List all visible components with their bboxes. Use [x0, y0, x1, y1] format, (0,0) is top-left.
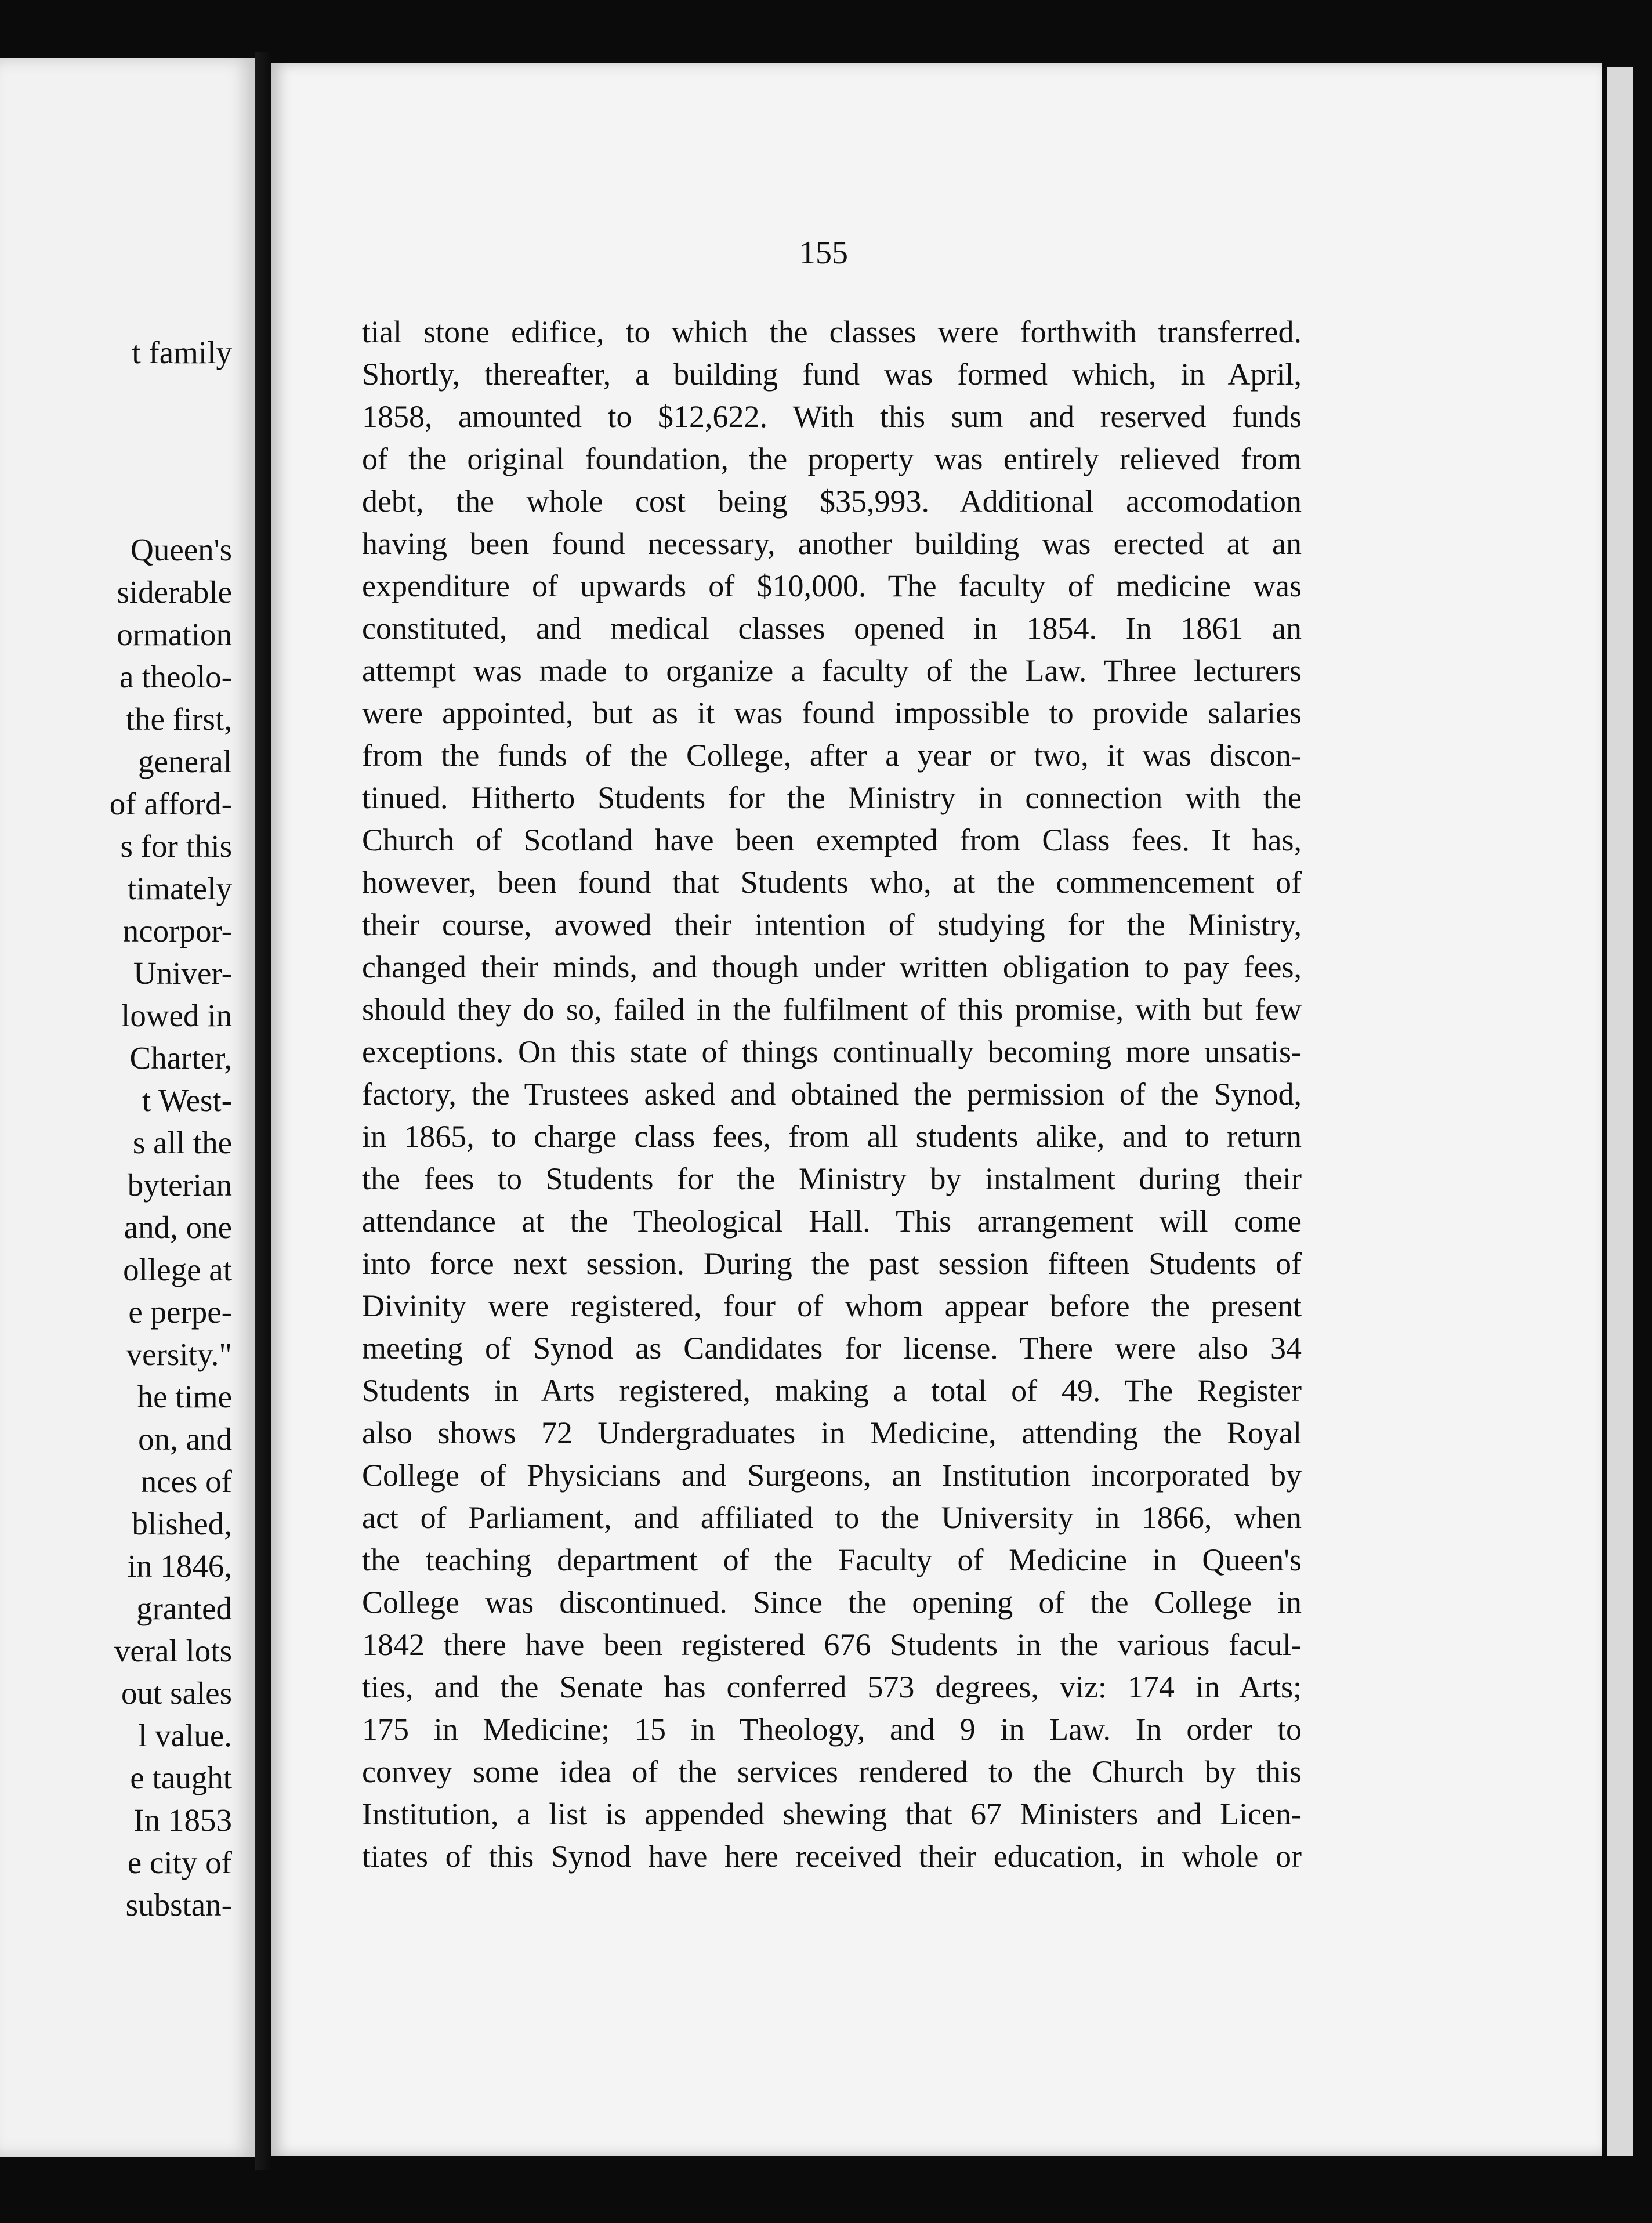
text-line: tiates of this Synod have here received their education, in whole or	[362, 1839, 1302, 1874]
book-gutter	[255, 52, 271, 2170]
left-page-line: the first,	[125, 701, 232, 737]
text-line: Students in Arts registered, making a total of 49. The Register	[362, 1373, 1302, 1408]
left-page-line: Queen's	[131, 532, 232, 567]
text-line: act of Parliament, and affiliated to the University in 1866, when	[362, 1500, 1302, 1535]
left-page-line: siderable	[117, 574, 232, 610]
text-line: changed their minds, and though under written obligation to pay fees,	[362, 950, 1302, 984]
text-line: debt, the whole cost being $35,993. Additional accomodation	[362, 484, 1302, 519]
text-line: meeting of Synod as Candidates for license. There were also 34	[362, 1331, 1302, 1366]
left-page-line: a theolo-	[119, 659, 232, 694]
left-page-line: s for this	[120, 828, 232, 864]
body-text	[362, 311, 1302, 1878]
left-page-line: in 1846,	[127, 1548, 232, 1584]
text-line: also shows 72 Undergraduates in Medicine, attending the Royal	[362, 1415, 1302, 1450]
left-page-line: e perpe-	[128, 1294, 232, 1330]
left-page-line: veral lots	[114, 1633, 232, 1668]
text-line: exceptions. On this state of things continually becoming more unsatis-	[362, 1034, 1302, 1069]
left-page-line: versity."	[126, 1337, 232, 1372]
text-line: 1858, amounted to $12,622. With this sum and reserved funds	[362, 399, 1302, 434]
left-page-line: timately	[127, 871, 232, 906]
text-line: in 1865, to charge class fees, from all students alike, and to return	[362, 1119, 1302, 1154]
text-line: into force next session. During the past session fifteen Students of	[362, 1246, 1302, 1281]
text-line: factory, the Trustees asked and obtained the permission of the Synod,	[362, 1077, 1302, 1112]
left-page-line: t family	[132, 335, 232, 370]
text-line: the teaching department of the Faculty of Medicine in Queen's	[362, 1543, 1302, 1577]
text-line: Divinity were registered, four of whom appear before the present	[362, 1288, 1302, 1323]
left-page-line: and, one	[124, 1210, 232, 1245]
left-page-line: he time	[137, 1379, 232, 1414]
text-line: tial stone edifice, to which the classes were forthwith transferred.	[362, 314, 1302, 349]
text-line: of the original foundation, the property was entirely relieved from	[362, 441, 1302, 476]
left-page-line: s all the	[132, 1125, 232, 1160]
left-page-line: byterian	[127, 1167, 232, 1203]
left-page-line: general	[138, 744, 232, 779]
text-line: having been found necessary, another building was erected at an	[362, 526, 1302, 561]
text-line: Shortly, thereafter, a building fund was formed which, in April,	[362, 357, 1302, 392]
left-facing-page	[0, 58, 255, 2157]
left-page-line: l value.	[138, 1718, 232, 1753]
left-page-line: ncorpor-	[122, 913, 232, 948]
left-page-line: ormation	[117, 617, 232, 652]
text-line: College was discontinued. Since the opening of the College in	[362, 1585, 1302, 1620]
text-line: their course, avowed their intention of studying for the Ministry,	[362, 907, 1302, 942]
text-line: were appointed, but as it was found impossible to provide salaries	[362, 696, 1302, 730]
left-page-line: lowed in	[121, 998, 232, 1033]
left-page-line: substan-	[125, 1887, 232, 1923]
text-line: however, been found that Students who, at the commencement of	[362, 865, 1302, 900]
left-page-line: on, and	[138, 1421, 232, 1457]
text-line: from the funds of the College, after a year or two, it was discon-	[362, 738, 1302, 773]
left-page-line: nces of	[140, 1464, 232, 1499]
text-line: the fees to Students for the Ministry by instalment during their	[362, 1161, 1302, 1196]
text-line: ties, and the Senate has conferred 573 degrees, viz: 174 in Arts;	[362, 1670, 1302, 1704]
text-line: expenditure of upwards of $10,000. The faculty of medicine was	[362, 569, 1302, 603]
text-line: 1842 there have been registered 676 Students in the various facul-	[362, 1627, 1302, 1662]
text-line: attendance at the Theological Hall. This arrangement will come	[362, 1204, 1302, 1239]
left-page-line: Charter,	[129, 1040, 232, 1076]
text-line: attempt was made to organize a faculty of the Law. Three lecturers	[362, 653, 1302, 688]
left-page-line: out sales	[121, 1675, 232, 1711]
text-line: Church of Scotland have been exempted from Class fees. It has,	[362, 823, 1302, 857]
text-line: should they do so, failed in the fulfilment of this promise, with but few	[362, 992, 1302, 1027]
text-line: College of Physicians and Surgeons, an Institution incorporated by	[362, 1458, 1302, 1493]
text-line: convey some idea of the services rendered to the Church by this	[362, 1754, 1302, 1789]
left-page-line: e city of	[127, 1845, 232, 1880]
left-page-line: In 1853	[133, 1802, 232, 1838]
left-page-line: granted	[136, 1591, 232, 1626]
text-line: tinued. Hitherto Students for the Ministry in connection with the	[362, 780, 1302, 815]
left-page-line: of afford-	[109, 786, 232, 821]
page-edge	[1602, 67, 1633, 2156]
left-page-line: ollege at	[123, 1252, 232, 1287]
left-page-line: e taught	[130, 1760, 232, 1795]
text-line: Institution, a list is appended shewing that 67 Ministers and Licen-	[362, 1797, 1302, 1831]
left-page-line: t West-	[142, 1082, 232, 1118]
text-line: 175 in Medicine; 15 in Theology, and 9 in Law. In order to	[362, 1712, 1302, 1747]
left-page-line: blished,	[132, 1506, 232, 1541]
left-page-line: Univer-	[133, 955, 232, 991]
text-line: constituted, and medical classes opened in 1854. In 1861 an	[362, 611, 1302, 646]
page-number: 155	[799, 235, 848, 271]
